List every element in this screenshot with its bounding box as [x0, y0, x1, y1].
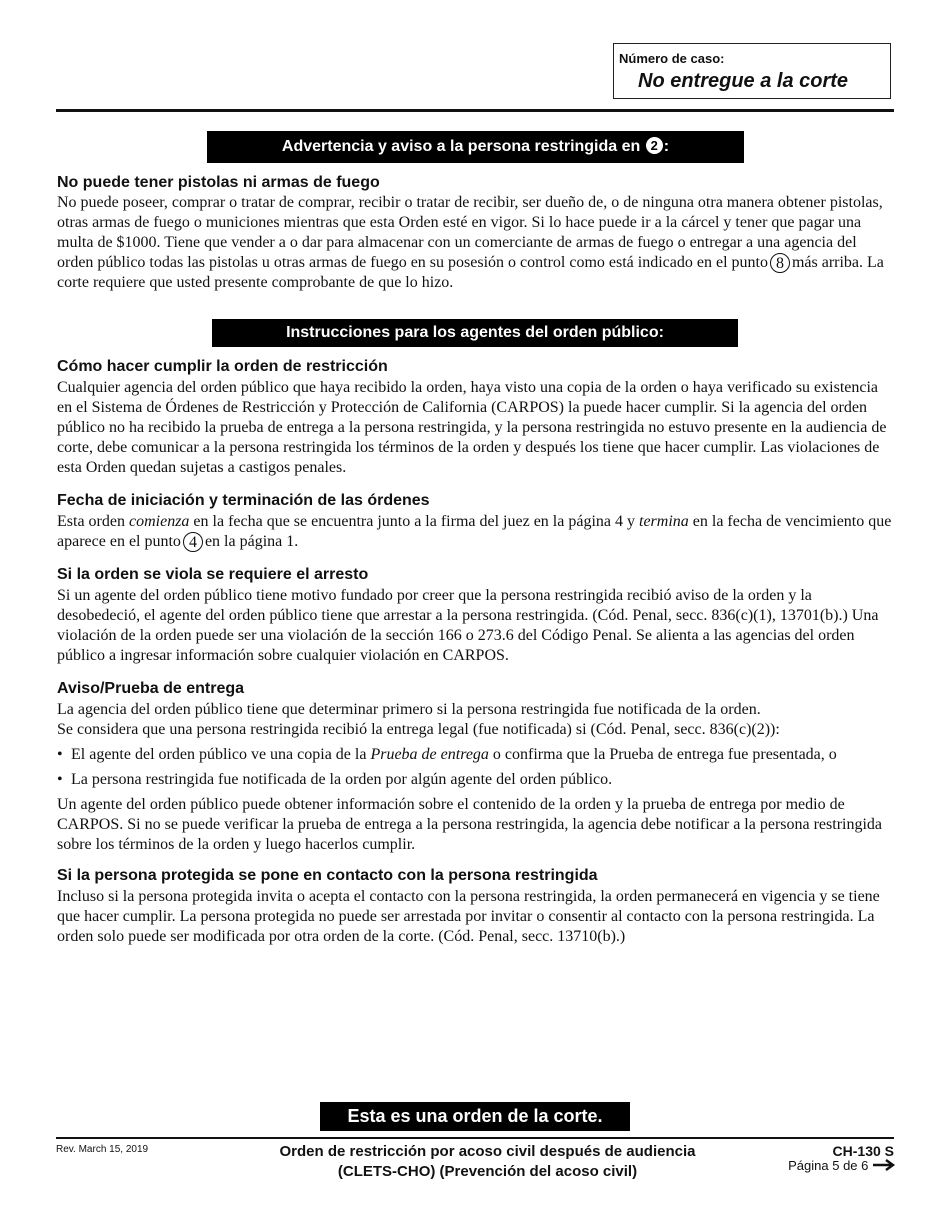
dates-heading: Fecha de iniciación y terminación de las órdenes [57, 492, 430, 509]
form-title-line-1: Orden de restricción por acoso civil después de audiencia [279, 1143, 696, 1160]
header-divider [56, 109, 894, 112]
instructions-banner: Instrucciones para los agentes del orden público: [212, 319, 738, 347]
dates-emphasis-ends: termina [639, 513, 689, 530]
dates-text-d: en la página 1. [204, 533, 299, 550]
arrest-paragraph: Si un agente del orden público tiene motivo fundado por creer que la persona restringida recibió aviso de la orden y la desobedeció, el agente del orden público tiene que arrestar a la persona restringida. (Cód. Penal, secc. 836(c)(1), 13701(b).) Una violación de la orden puede ser una violación de la sección 166 o 273.6 del Código Penal. Se alienta a las agencias del orden público a ingresar información sobre cualquier violación en CARPOS. [57, 587, 879, 664]
revision-date: Rev. March 15, 2019 [56, 1144, 149, 1155]
service-line-2: Se considera que una persona restringida recibió la entrega legal (fue notificada) si (Cód. Penal, secc. 836(c)(2)): [57, 721, 780, 738]
arrow-right-icon [872, 1159, 896, 1171]
page-number [740, 1158, 896, 1173]
service-paragraph [57, 700, 897, 855]
enforce-paragraph: Cualquier agencia del orden público que haya recibido la orden, haya visto una copia de la orden o haya verificado su existencia en el Sistema de Órdenes de Restricción y Protección de California (CARPOS) la puede hacer cumplir. Si la agencia del orden público no ha recibido la prueba de entrega a la persona restringida, y la persona restringida no estuvo presente en la audiencia de corte, debe comunicar a la persona restringida los términos de la orden y después los tiene que hacer cumplir. Las violaciones de esta Orden quedan sujetas a castigos penales. [57, 379, 887, 476]
dates-text-b: en la fecha que se encuentra junto a la firma del juez en la página 4 y [193, 513, 635, 530]
arrest-heading: Si la orden se viola se requiere el arresto [57, 566, 369, 583]
case-number-box [613, 43, 891, 99]
bullet-text: o confirma que la Prueba de entrega fue presentada, o [492, 746, 837, 763]
list-item [57, 745, 897, 765]
firearms-heading: No puede tener pistolas ni armas de fuego [57, 174, 380, 191]
case-number-label: Número de caso: [619, 51, 725, 66]
warning-banner [207, 131, 744, 163]
bullet-icon: • [57, 746, 63, 763]
form-id: CH-130 S [832, 1143, 894, 1159]
bullet-emphasis: Prueba de entrega [370, 746, 489, 763]
firearms-text: No puede poseer, comprar o tratar de comprar, recibir o tratar de recibir, ser dueño de, o de ninguna otra manera obtener pistolas, otras armas de fuego o municiones mientras que esta Orden esté en vigor. Si lo hace puede ir a la cárcel y tener que pagar una multa de $1000. Tiene que vender a o dar para almacenar con un comerciante de armas de fuego o entregar a una agencia del orden público todas las pistolas u otras armas de fuego en su posesión o control como está indicado en el punto [57, 194, 883, 271]
dates-paragraph [57, 512, 897, 552]
firearms-paragraph [57, 193, 897, 293]
case-number-value: No entregue a la corte [638, 70, 849, 92]
dates-text-a: Esta orden [57, 513, 125, 530]
bullet-icon: • [57, 771, 63, 788]
service-after-text: Un agente del orden público puede obtener información sobre el contenido de la orden y la prueba de entrega por medio de CARPOS. Si no se puede verificar la prueba de entrega a la persona restringida, la agencia debe notificar a la persona restringida sobre los términos de la orden y luego hacerlos cumplir. [57, 796, 883, 853]
dates-text-c: en la fecha de vencimiento que aparece en el punto [57, 513, 892, 550]
warning-banner-colon: : [663, 138, 670, 155]
firearms-text-end: más arriba. La corte requiere que usted presente comprobante de que lo hizo. [57, 254, 884, 291]
enforce-heading: Cómo hacer cumplir la orden de restricción [57, 358, 388, 375]
dates-emphasis-begins: comienza [128, 513, 190, 530]
contact-heading: Si la persona protegida se pone en contacto con la persona restringida [57, 867, 598, 884]
circled-number-icon: 2 [646, 137, 663, 154]
list-item [57, 770, 897, 790]
item-reference: 8 [770, 253, 790, 273]
bullet-text: El agente del orden público ve una copia de la [71, 746, 367, 763]
service-line-1: La agencia del orden público tiene que determinar primero si la persona restringida fue notificada de la orden. [57, 701, 761, 718]
service-heading: Aviso/Prueba de entrega [57, 680, 245, 697]
contact-paragraph: Incluso si la persona protegida invita o acepta el contacto con la persona restringida, la orden permanecerá en vigencia y se tiene que hacer cumplir. La persona protegida no puede ser arrestada por invitar o consentir al contacto con la persona restringida. La orden solo puede ser modificada por otra orden de la corte. (Cód. Penal, secc. 13710(b).) [57, 888, 880, 945]
form-title-line-2: (CLETS-CHO) (Prevención del acoso civil) [337, 1163, 638, 1180]
footer-divider [56, 1137, 894, 1139]
warning-banner-text: Advertencia y aviso a la persona restringida en [281, 138, 641, 155]
page-number-text: Página 5 de 6 [788, 1158, 869, 1173]
bullet-text: La persona restringida fue notificada de la orden por algún agente del orden público. [71, 771, 613, 788]
court-order-banner: Esta es una orden de la corte. [320, 1102, 630, 1131]
form-title [200, 1142, 775, 1182]
item-reference: 4 [183, 532, 203, 552]
